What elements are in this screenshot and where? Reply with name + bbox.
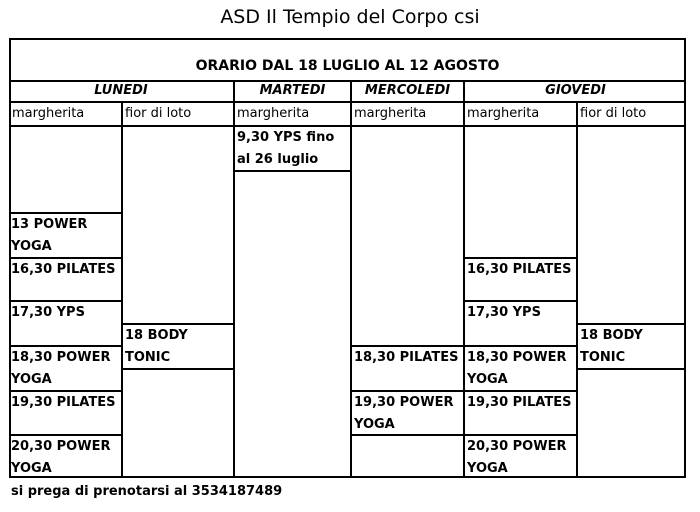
class-slot: 16,30 PILATES: [9, 259, 122, 302]
day-martedi: MARTEDI: [259, 83, 326, 98]
schedule-header: ORARIO DAL 18 LUGLIO AL 12 AGOSTO: [195, 58, 500, 74]
col-divider: [576, 101, 578, 478]
rule-days: [9, 101, 686, 103]
class-slot: 18 BODY TONIC: [578, 325, 686, 370]
room-margherita: margherita: [467, 106, 540, 121]
class-slot: 18,30 POWER YOGA: [465, 347, 576, 392]
class-slot: 13 POWER YOGA: [9, 214, 122, 259]
class-slot: 19,30 PILATES: [9, 392, 122, 436]
class-slot: 18,30 POWER YOGA: [9, 347, 122, 392]
class-slot: 19,30 PILATES: [465, 392, 576, 436]
class-slot: 18,30 PILATES: [352, 347, 463, 392]
room-margherita: margherita: [12, 106, 85, 121]
class-slot: 9,30 YPS fino al 26 luglio: [235, 127, 351, 172]
class-slot: 20,30 POWER YOGA: [11, 439, 111, 476]
page-title: ASD Il Tempio del Corpo csi: [220, 6, 480, 28]
class-slot: 16,30 PILATES: [465, 259, 576, 302]
class-slot: 17,30 YPS: [465, 302, 576, 347]
booking-note: si prega di prenotarsi al 3534187489: [11, 484, 283, 499]
class-slot: 18 BODY TONIC: [123, 325, 233, 370]
room-margherita: margherita: [237, 106, 310, 121]
day-giovedi: GIOVEDI: [545, 83, 606, 98]
class-slot: 20,30 POWER YOGA: [467, 439, 567, 476]
day-mercoledi: MERCOLEDI: [364, 83, 451, 98]
room-margherita: margherita: [354, 106, 427, 121]
room-fior-di-loto: fior di loto: [125, 106, 192, 121]
day-lunedi: LUNEDI: [94, 83, 148, 98]
room-fior-di-loto: fior di loto: [580, 106, 647, 121]
class-slot: 19,30 POWER YOGA: [352, 392, 463, 436]
class-slot: 17,30 YPS: [9, 302, 122, 347]
